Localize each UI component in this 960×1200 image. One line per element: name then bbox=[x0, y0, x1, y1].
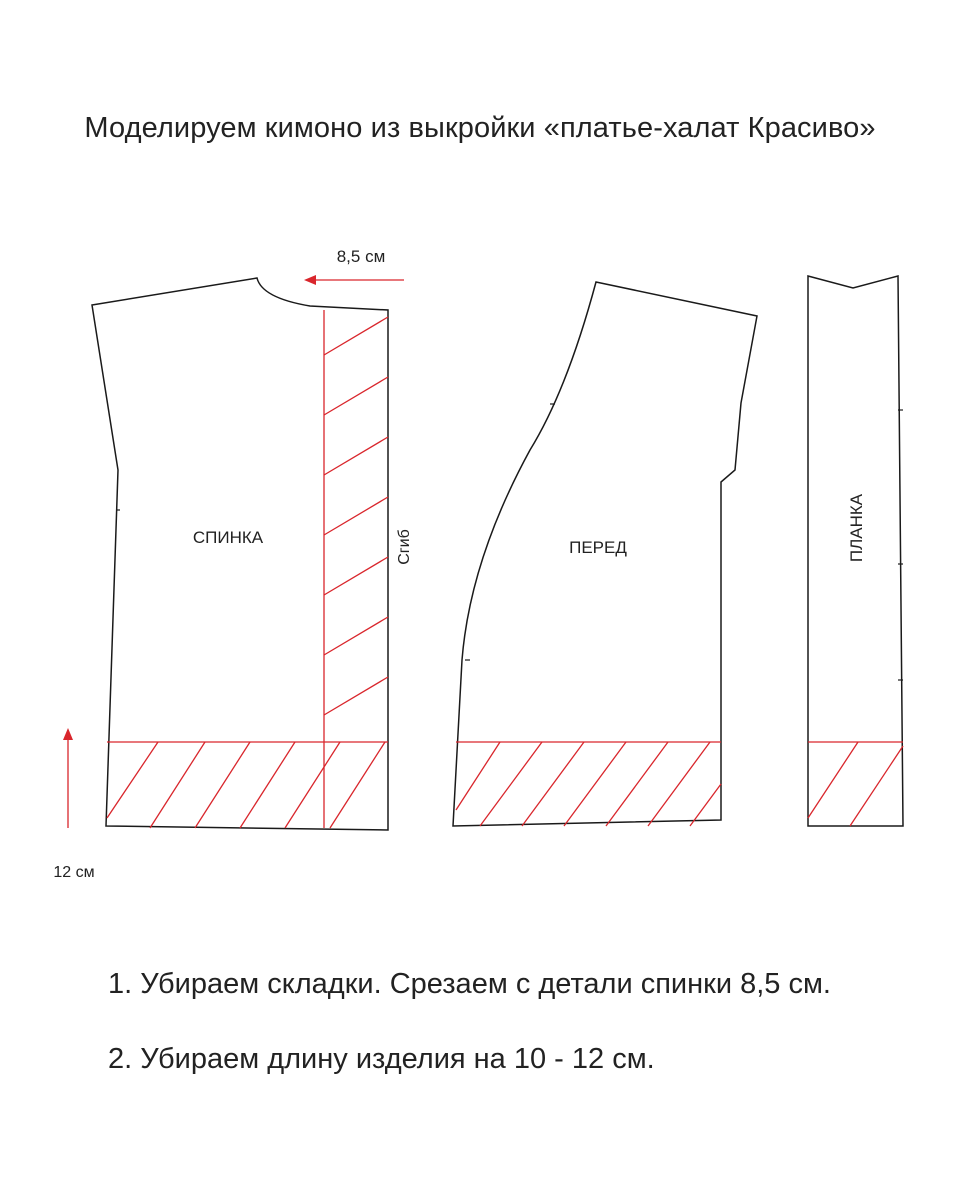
placket-piece-label: ПЛАНКА bbox=[847, 493, 866, 563]
instruction-step-1: 1. Убираем складки. Срезаем с детали спинки 8,5 см. bbox=[108, 968, 831, 1000]
page-title: Моделируем кимоно из выкройки «платье-халат Красиво» bbox=[84, 112, 876, 144]
back-hem-strip bbox=[107, 742, 388, 828]
front-piece-label: ПЕРЕД bbox=[569, 538, 627, 557]
top-cut-arrow bbox=[304, 275, 404, 285]
placket-hem-strip bbox=[808, 742, 903, 826]
back-cut-strip bbox=[324, 310, 388, 828]
front-notches bbox=[465, 404, 555, 660]
hem-cut-label: 12 см bbox=[53, 864, 95, 881]
back-piece-outline bbox=[92, 278, 388, 830]
front-hem-strip bbox=[456, 742, 721, 826]
hem-cut-arrow bbox=[63, 728, 73, 828]
back-piece-label: СПИНКА bbox=[192, 528, 264, 547]
top-cut-label: 8,5 см bbox=[336, 247, 386, 266]
fold-label: Сгиб bbox=[396, 529, 413, 565]
instruction-step-2: 2. Убираем длину изделия на 10 - 12 см. bbox=[108, 1043, 655, 1075]
